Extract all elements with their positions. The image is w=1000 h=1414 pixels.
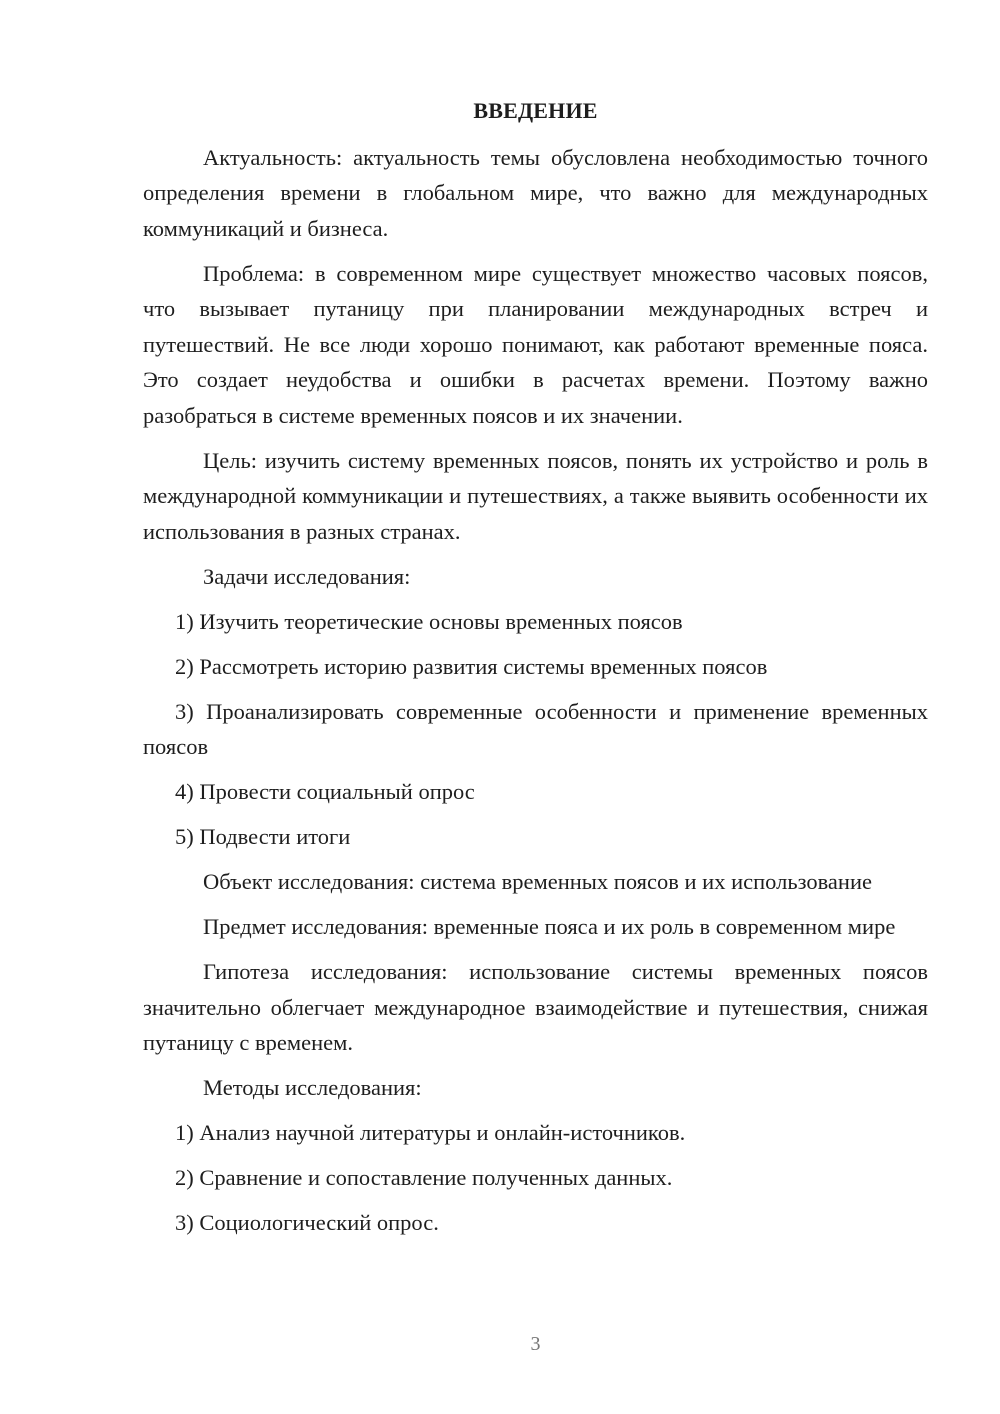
task-item-3: 3) Проанализировать современные особенности и применение временных поясов: [143, 698, 928, 759]
paragraph-problem: Проблема: в современном мире существует множество часовых поясов, что вызывает путаницу при планировании международных встреч и путешествий. Не все люди хорошо понимают, как работают временные пояса. Это создает неудобства и ошибки в расчетах времени. Поэтому важно разобраться в системе временных поясов и их значении.: [143, 260, 928, 428]
task-item-2: 2) Рассмотреть историю развития системы временных поясов: [175, 653, 768, 679]
methods-heading: Методы исследования:: [203, 1075, 422, 1100]
page-content: [143, 93, 928, 1250]
page-number: 3: [530, 1333, 541, 1355]
method-item-2: 2) Сравнение и сопоставление полученных данных.: [175, 1165, 673, 1190]
method-item-1: 1) Анализ научной литературы и онлайн-источников.: [175, 1120, 686, 1145]
paragraph-goal: Цель: изучить систему временных поясов, понять их устройство и роль в международной коммуникации и путешествиях, а также выявить особенности их использования в разных странах.: [143, 447, 928, 544]
task-item-1: 1) Изучить теоретические основы временных поясов: [175, 608, 683, 634]
paragraph-relevance: Актуальность: актуальность темы обусловлена необходимостью точного определения времени в глобальном мире, что важно для международных коммуникаций и бизнеса.: [143, 144, 928, 241]
method-item-3: 3) Социологический опрос.: [175, 1210, 439, 1235]
paragraph-object: Объект исследования: система временных поясов и их использование: [203, 869, 872, 894]
paragraph-subject: Предмет исследования: временные пояса и их роль в современном мире: [203, 914, 896, 939]
paragraph-hypothesis: Гипотеза исследования: использование системы временных поясов значительно облегчает международное взаимодействие и путешествия, снижая путаницу с временем.: [143, 959, 928, 1055]
tasks-heading: Задачи исследования:: [203, 563, 411, 589]
task-item-4: 4) Провести социальный опрос: [175, 779, 475, 804]
task-item-5: 5) Подвести итоги: [175, 824, 351, 849]
page-title: ВВЕДЕНИЕ: [473, 98, 598, 123]
